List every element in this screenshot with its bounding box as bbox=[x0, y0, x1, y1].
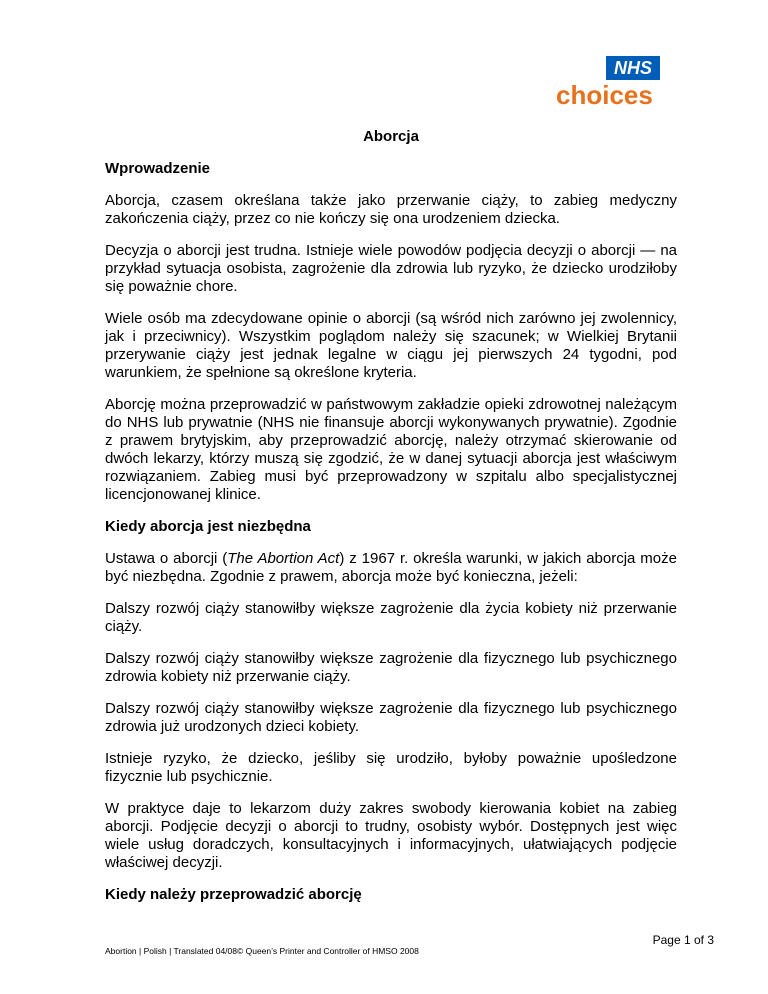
paragraph: Decyzja o aborcji jest trudna. Istnieje wiele powodów podjęcia decyzji o aborcji — na przykład sytuacja osobista, zagrożenie dla zdrowia lub ryzyko, że dziecko urodziłoby się poważnie chore. bbox=[105, 242, 677, 295]
act-text-after: ) z 1967 r. określa warunki, w jakich aborcja może być niezbędna. Zgodnie z prawem, aborcja może być konieczna, jeżeli: bbox=[105, 550, 677, 585]
condition-paragraph: Dalszy rozwój ciąży stanowiłby większe zagrożenie dla życia kobiety niż przerwanie ciąży. bbox=[105, 600, 677, 635]
page-number: Page 1 of 3 bbox=[652, 933, 714, 947]
document-body bbox=[105, 128, 677, 918]
condition-paragraph: Dalszy rozwój ciąży stanowiłby większe zagrożenie dla fizycznego lub psychicznego zdrowia już urodzonych dzieci kobiety. bbox=[105, 700, 677, 735]
act-text-before: Ustawa o aborcji ( bbox=[105, 550, 228, 567]
footer-copyright: Abortion | Polish | Translated 04/08© Queen’s Printer and Controller of HMSO 2008 bbox=[105, 946, 419, 956]
paragraph: Aborcja, czasem określana także jako przerwanie ciąży, to zabieg medyczny zakończenia ciąży, przez co nie kończy się ona urodzeniem dziecka. bbox=[105, 192, 677, 227]
section-heading-when-to-perform: Kiedy należy przeprowadzić aborcję bbox=[105, 886, 362, 903]
condition-paragraph: Dalszy rozwój ciąży stanowiłby większe zagrożenie dla fizycznego lub psychicznego zdrowia kobiety niż przerwanie ciąży. bbox=[105, 650, 677, 685]
document-title: Aborcja bbox=[363, 128, 419, 145]
choices-wordmark: choices bbox=[556, 80, 653, 110]
paragraph: Aborcję można przeprowadzić w państwowym zakładzie opieki zdrowotnej należącym do NHS lub prywatnie (NHS nie finansuje aborcji wykonywanych prywatnie). Zgodnie z prawem brytyjskim, aby przeprowadzić aborcję, należy otrzymać skierowanie od dwóch lekarzy, którzy muszą się zgodzić, że w danej sytuacji aborcja jest właściwym rozwiązaniem. Zabieg musi być przeprowadzony w szpitalu albo specjalistycznej licencjonowanej klinice. bbox=[105, 396, 677, 503]
paragraph: W praktyce daje to lekarzom duży zakres swobody kierowania kobiet na zabieg aborcji. Podjęcie decyzji o aborcji to trudny, osobisty wybór. Dostępnych jest więc wiele usług doradczych, konsultacyjnych i informacyjnych, ułatwiających podjęcie właściwej decyzji. bbox=[105, 800, 677, 871]
section-heading-intro: Wprowadzenie bbox=[105, 160, 211, 177]
nhs-choices-logo bbox=[556, 56, 662, 110]
paragraph-abortion-act bbox=[105, 550, 677, 586]
act-title: The Abortion Act bbox=[227, 550, 340, 567]
section-heading-when-necessary: Kiedy aborcja jest niezbędna bbox=[105, 518, 311, 535]
paragraph: Wiele osób ma zdecydowane opinie o aborcji (są wśród nich zarówno jej zwolennicy, jak i przeciwnicy). Wszystkim poglądom należy się szacunek; w Wielkiej Brytanii przerywanie ciąży jest jednak legalne w ciągu jej pierwszych 24 tygodni, pod warunkiem, że spełnione są określone kryteria. bbox=[105, 310, 677, 381]
condition-paragraph: Istnieje ryzyko, że dziecko, jeśliby się urodziło, byłoby poważnie upośledzone fizycznie lub psychicznie. bbox=[105, 750, 677, 785]
nhs-badge: NHS bbox=[606, 56, 660, 80]
